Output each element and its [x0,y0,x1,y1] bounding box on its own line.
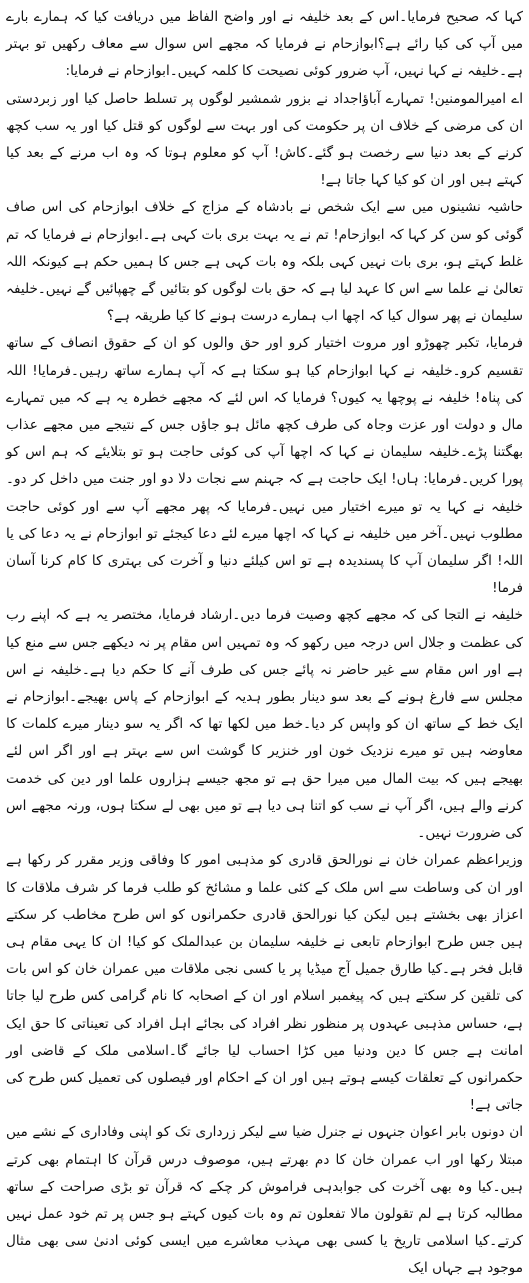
paragraph-2: اے امیرالمومنین! تمہارے آباؤاجداد نے بزور شمشیر لوگوں پر تسلط حاصل کیا اور زبردستی ان کی مرضی کے خلاف ان پر حکومت کی اور بہت سے لوگوں کو قتل کیا اور یہ سب کچھ کرنے کے بعد دنیا سے رخصت ہو گئے۔کاش! آپ کو معلوم ہوتا کہ وہ اب مرنے کے بعد کیا کہتے ہیں اور ان کو کیا کہا جاتا ہے! [6,90,523,189]
paragraph-5: خلیفہ نے التجا کی کہ مجھے کچھ وصیت فرما دیں۔ارشاد فرمایا، مختصر یہ ہے کہ اپنے رب کی عظمت و جلال اس درجہ میں رکھو کہ وہ تمہیں اس مقام پر نہ دیکھے جس سے منع کیا ہے اور اس مقام سے غیر حاضر نہ پائے جس کی طرف آنے کا حکم دیا ہے۔خلیفہ نے اس مجلس سے فارغ ہونے کے بعد سو دینار بطور ہدیہ کے ابوازحام کے پاس بھیجے۔ابوازحام نے ایک خط کے ساتھ ان کو واپس کر دیا۔خط میں لکھا تھا کہ اگر یہ سو دینار میرے کلمات کا معاوضہ ہیں تو میرے نزدیک خون اور خنزیر کا گوشت اس سے بہتر ہے اور اگر اس لئے بھیجے ہیں کہ بیت المال میں میرا حق ہے تو مجھ جیسے ہزاروں علما اور دین کی خدمت کرنے والے ہیں، اگر آپ نے سب کو اتنا ہی دیا ہے تو میں بھی لے سکتا ہوں، ورنہ مجھے اس کی ضرورت نہیں۔ [6,607,523,842]
paragraph-7: ان دونوں بابر اعوان جنہوں نے جنرل ضیا سے لیکر زرداری تک کو اپنی وفاداری کے نشے میں مبتلا رکھا اور اب عمران خان کا دم بھرتے ہیں، موصوف درس قرآن کا اہتمام بھی کرتے ہیں۔کیا وہ بھی آخرت کی جوابدہی فراموش کر چکے کہ قرآن تو بڑی صراحت کے ساتھ مطالبہ کرتا ہے لم تقولون مالا تفعلون تم وہ بات کیوں کہتے ہو جس پر تم خود عمل نہیں کرتے۔کیا اسلامی تاریخ یا کسی بھی مہذب معاشرے میں ایسی کوئی ادنیٰ سی بھی مثال موجود ہے جہاں ایک [6,1124,523,1277]
paragraph-4: فرمایا، تکبر چھوڑو اور مروت اختیار کرو اور حق والوں کو ان کے حقوق انصاف کے ساتھ تقسیم کرو۔خلیفہ نے کہا ابوازحام کیا ہو سکتا ہے کہ آپ ہمارے ساتھ رہیں۔فرمایا! اللہ کی پناہ! خلیفہ نے پوچھا یہ کیوں؟ فرمایا کہ اس لئے کہ مجھے خطرہ یہ ہے کہ میں تمہارے مال و دولت اور عزت وجاہ کی طرف کچھ مائل ہو جاؤں جس کے نتیجے میں مجھے عذاب بھگتنا پڑے۔خلیفہ سلیمان نے کہا کہ اچھا آپ کی کوئی حاجت ہو تو بتلایئے کہ ہم اس کو پورا کریں۔فرمایا: ہاں! ایک حاجت ہے کہ جہنم سے نجات دلا دو اور جنت میں داخل کر دو۔خلیفہ نے کہا یہ تو میرے اختیار میں نہیں۔فرمایا کہ پھر مجھے آپ سے اور کوئی حاجت مطلوب نہیں۔آخر میں خلیفہ نے کہا کہ اچھا میرے لئے دعا کیجئے تو ابوازحام نے یہ دعا کی یا اللہ! اگر سلیمان آپ کا پسندیدہ ہے تو اس کیلئے دنیا و آخرت کی بہتری کا کام کرنا آسان فرما! [6,335,523,597]
paragraph-1: کہا کہ صحیح فرمایا۔اس کے بعد خلیفہ نے اور واضح الفاظ میں دریافت کیا کہ ہمارے بارے میں آپ کی کیا رائے ہے؟ابوازحام نے فرمایا کہ مجھے اس سوال سے معاف رکھیں تو بہتر ہے۔خلیفہ نے کہا نہیں، آپ ضرور کوئی نصیحت کا کلمہ کہیں۔ابوازحام نے فرمایا: [6,9,523,80]
paragraph-3: حاشیہ نشینوں میں سے ایک شخص نے بادشاہ کے مزاج کے خلاف ابوازحام کی اس صاف گوئی کو سن کر کہا کہ ابوازحام! تم نے یہ بہت بری بات کہی ہے۔ابوازحام نے فرمایا کہ تم غلط کہتے ہو، بری بات نہیں کہی بلکہ وہ بات کہی ہے جس کا ہمیں حکم ہے کیونکہ اللہ تعالیٰ نے علما سے اس کا عہد لیا ہے کہ حق بات لوگوں کو بتائیں گے چھپائیں گے نہیں۔خلیفہ سلیمان نے پھر سوال کیا کہ اچھا اب ہمارے درست ہونے کا کیا طریقہ ہے؟ [6,199,523,325]
paragraph-6: وزیراعظم عمران خان نے نورالحق قادری کو مذہبی امور کا وفاقی وزیر مقرر کر رکھا ہے اور ان کی وساطت سے اس ملک کے کئی علما و مشائخ کو طلب فرما کر شرف ملاقات کا اعزاز بھی بخشتے ہیں لیکن کیا نورالحق قادری حکمرانوں کو اس طرح مخاطب کر سکتے ہیں جس طرح ابوازحام تابعی نے خلیفہ سلیمان بن عبدالملک کو کیا! ان کا یہی مقام ہی قابل فخر ہے۔کیا طارق جمیل آج میڈیا پر یا کسی نجی ملاقات میں عمران خان کو اس بات کی تلقین کر سکتے ہیں کہ پیغمبر اسلام اور ان کے اصحابہ کا نام گرامی کس طرح لیا جاتا ہے، حساس مذہبی عہدوں پر منظور نظر افراد کی بجائے اہل افراد کی تعیناتی کا حق ایک امانت ہے جس کا دین ودنیا میں کڑا احساب لیا جائے گا۔اسلامی ملک کے قاضی اور حکمرانوں کے تعلقات کیسے ہوتے ہیں اور ان کے احکام اور فیصلوں کی تعمیل کس طرح کی جاتی ہے! [6,852,523,1114]
